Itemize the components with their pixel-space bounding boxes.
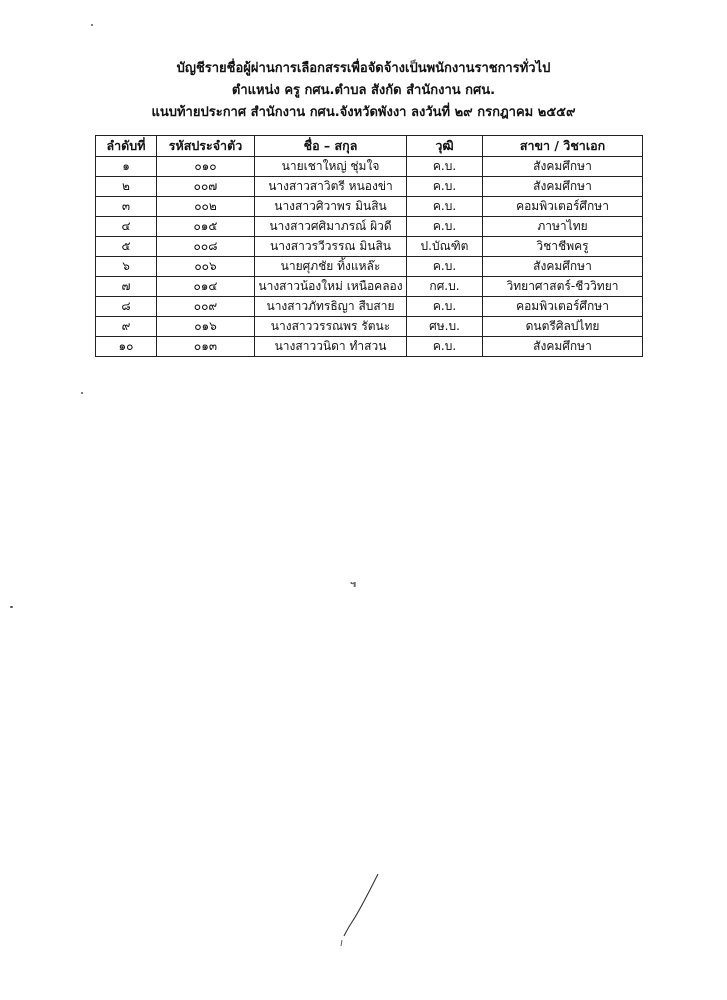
table-row [96, 217, 643, 237]
header-title: บัญชีรายชื่อผู้ผ่านการเลือกสรรเพื่อจัดจ้างเป็นพนักงานราชการทั่วไป [176, 61, 551, 76]
table-row [96, 177, 643, 197]
document-header [0, 58, 727, 124]
column-header-major: สาขา / วิชาเอก [483, 136, 643, 157]
candidate-table [95, 135, 643, 357]
cell-name: นางสาวน้องใหม่ เหนือคลอง [255, 277, 407, 297]
cell-major: สังคมศึกษา [483, 337, 643, 357]
cell-major: คอมพิวเตอร์ศึกษา [483, 197, 643, 217]
cell-id: ๐๐๖ [157, 257, 255, 277]
cell-order: ๓ [96, 197, 157, 217]
cell-degree: ค.บ. [407, 217, 483, 237]
cell-id: ๐๐๒ [157, 197, 255, 217]
cell-name: นางสาววนิดา ทำสวน [255, 337, 407, 357]
scan-speck [91, 24, 93, 26]
cell-order: ๘ [96, 297, 157, 317]
cell-name: นายเชาใหญ่ ชุ่มใจ [255, 157, 407, 177]
header-position: ตำแหน่ง ครู กศน.ตำบล สังกัด สำนักงาน กศน. [231, 83, 496, 98]
cell-order: ๒ [96, 177, 157, 197]
cell-name: นางสาวรวีวรรณ มินสิน [255, 237, 407, 257]
cell-degree: ค.บ. [407, 297, 483, 317]
cell-major: สังคมศึกษา [483, 177, 643, 197]
cell-major: สังคมศึกษา [483, 157, 643, 177]
cell-id: ๐๑๖ [157, 317, 255, 337]
cell-name: นางสาวศิวาพร มินสิน [255, 197, 407, 217]
cell-major: คอมพิวเตอร์ศึกษา [483, 297, 643, 317]
column-header-id: รหัสประจำตัว [157, 136, 255, 157]
cell-id: ๐๐๙ [157, 297, 255, 317]
scan-speck [81, 392, 83, 394]
table-row [96, 157, 643, 177]
cell-degree: ค.บ. [407, 197, 483, 217]
table-row [96, 297, 643, 317]
cell-order: ๑ [96, 157, 157, 177]
cell-id: ๐๐๗ [157, 177, 255, 197]
column-header-degree: วุฒิ [407, 136, 483, 157]
cell-name: นางสาวสาวิตรี หนองข่า [255, 177, 407, 197]
signature-mark [330, 870, 390, 950]
table-header-row [96, 136, 643, 157]
cell-order: ๕ [96, 237, 157, 257]
cell-order: ๔ [96, 217, 157, 237]
cell-major: ดนตรีศิลปไทย [483, 317, 643, 337]
header-announcement: แนบท้ายประกาศ สำนักงาน กศน.จังหวัดพังงา ลงวันที่ ๒๙ กรกฎาคม ๒๕๕๙ [151, 105, 576, 120]
cell-degree: ศษ.บ. [407, 317, 483, 337]
cell-name: นางสาววรรณพร รัตนะ [255, 317, 407, 337]
cell-id: ๐๑๐ [157, 157, 255, 177]
cell-degree: ค.บ. [407, 337, 483, 357]
table-row [96, 257, 643, 277]
cell-degree: ค.บ. [407, 257, 483, 277]
table-row [96, 197, 643, 217]
cell-major: วิทยาศาสตร์-ชีววิทยา [483, 277, 643, 297]
cell-id: ๐๑๔ [157, 277, 255, 297]
cell-order: ๗ [96, 277, 157, 297]
column-header-name: ชื่อ – สกุล [255, 136, 407, 157]
cell-order: ๑๐ [96, 337, 157, 357]
cell-degree: ค.บ. [407, 177, 483, 197]
cell-degree: ค.บ. [407, 157, 483, 177]
cell-degree: กศ.บ. [407, 277, 483, 297]
cell-name: นายศุภชัย ทิ้งแหล๊ะ [255, 257, 407, 277]
table-row [96, 337, 643, 357]
table-row [96, 237, 643, 257]
end-mark: ๚ [350, 580, 357, 590]
cell-id: ๐๑๓ [157, 337, 255, 357]
table-row [96, 317, 643, 337]
cell-order: ๖ [96, 257, 157, 277]
cell-major: วิชาชีพครู [483, 237, 643, 257]
column-header-order: ลำดับที่ [96, 136, 157, 157]
cell-name: นางสาวศศิมาภรณ์ ผิวดี [255, 217, 407, 237]
cell-order: ๙ [96, 317, 157, 337]
cell-name: นางสาวภัทรธิญา สืบสาย [255, 297, 407, 317]
cell-major: สังคมศึกษา [483, 257, 643, 277]
cell-id: ๐๑๕ [157, 217, 255, 237]
table-row [96, 277, 643, 297]
scan-speck [10, 606, 13, 608]
cell-degree: ป.บัณฑิต [407, 237, 483, 257]
cell-id: ๐๐๘ [157, 237, 255, 257]
cell-major: ภาษาไทย [483, 217, 643, 237]
